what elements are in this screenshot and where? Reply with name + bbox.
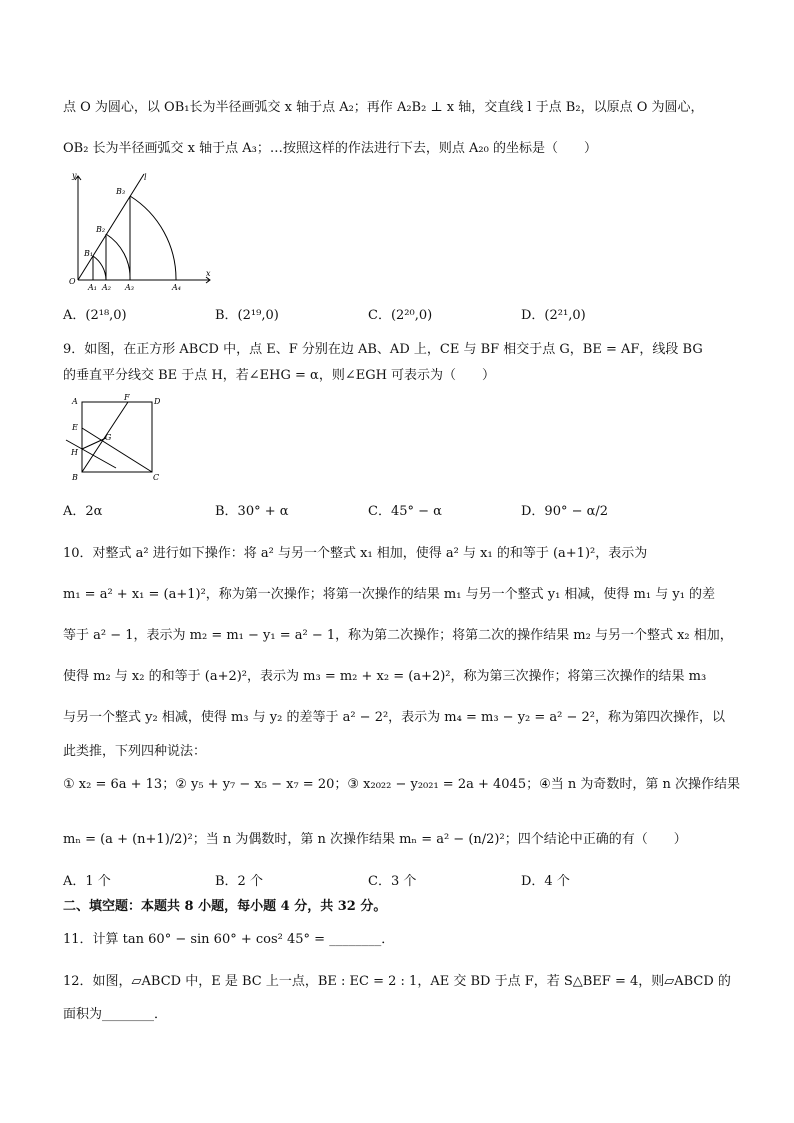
q9-option-a: A．2α <box>63 504 103 519</box>
label-A: A <box>72 397 78 406</box>
q9-text-line-1: 9．如图，在正方形 ABCD 中，点 E、F 分别在边 AB、AD 上，CE 与 BF 相交于点 G，BE = AF，线段 BG <box>63 342 703 357</box>
q9-options <box>63 500 763 524</box>
q9-option-c: C．45° − α <box>368 504 442 519</box>
label-B3: B₃ <box>116 187 126 196</box>
label-y: y <box>72 171 77 180</box>
q11-text: 11．计算 tan 60° − sin 60° + cos² 45° = ________． <box>63 932 395 947</box>
label-B1: B₁ <box>84 249 94 258</box>
label-x: x <box>206 269 211 278</box>
label-G: G <box>105 433 112 442</box>
label-O: O <box>69 277 76 286</box>
q8-text-line-1: 点 O 为圆心，以 OB₁长为半径画弧交 x 轴于点 A₂；再作 A₂B₂ ⊥ x 轴，交直线 l 于点 B₂，以原点 O 为圆心， <box>63 100 704 115</box>
label-A1: A₁ <box>88 283 97 290</box>
q9-option-d: D．90° − α/2 <box>521 504 609 519</box>
segment-CE <box>82 428 152 472</box>
label-E: E <box>72 423 78 432</box>
q8-text-line-2: OB₂ 长为半径画弧交 x 轴于点 A₃；…按照这样的作法进行下去，则点 A₂₀ 的坐标是（ ） <box>63 141 597 156</box>
q12-text-line-1: 12．如图，▱ABCD 中，E 是 BC 上一点，BE : EC = 2 : 1，AE 交 BD 于点 F，若 S△BEF = 4，则▱ABCD 的 <box>63 974 731 989</box>
label-H: H <box>71 448 78 457</box>
q10-text-line-4: 使得 m₂ 与 x₂ 的和等于 (a+2)²，表示为 m₃ = m₂ + x₂ = (a+2)²，称为第三次操作；将第三次操作的结果 m₃ <box>63 669 707 684</box>
q9-option-b: B．30° + α <box>215 504 289 519</box>
q9-text-line-2: 的垂直平分线交 BE 于点 H，若∠EHG = α，则∠EGH 可表示为（ ） <box>63 368 496 383</box>
q10-text-line-5: 与另一个整式 y₂ 相减，使得 m₃ 与 y₂ 的差等于 a² − 2²，表示为 m₄ = m₃ − y₂ = a² − 2²，称为第四次操作，以 <box>63 710 726 725</box>
arc-1 <box>93 256 106 280</box>
section-2-heading: 二、填空题：本题共 8 小题，每小题 4 分，共 32 分。 <box>63 899 387 914</box>
arc-3 <box>130 196 176 280</box>
q10-text-line-1: 10．对整式 a² 进行如下操作：将 a² 与另一个整式 x₁ 相加，使得 a² 与 x₁ 的和等于 (a+1)²，表示为 <box>63 546 648 561</box>
q10-option-b: B．2 个 <box>215 874 263 889</box>
q8-option-c: C．(2²⁰,0) <box>368 308 433 323</box>
q8-figure <box>60 168 220 290</box>
q12-text-line-2: 面积为________． <box>63 1007 168 1022</box>
arc-2 <box>106 234 130 280</box>
q8-option-b: B．(2¹⁹,0) <box>215 308 279 323</box>
q8-options <box>63 304 763 328</box>
q10-option-c: C．3 个 <box>368 874 417 889</box>
label-l: l <box>144 173 147 182</box>
label-A2: A₂ <box>102 283 111 290</box>
q10-text-line-8: mₙ = (a + (n+1)/2)²；当 n 为偶数时，第 n 次操作结果 mₙ = a² − (n/2)²；四个结论中正确的有（ ） <box>63 832 687 847</box>
q10-options <box>63 870 763 894</box>
q10-option-a: A．1 个 <box>63 874 111 889</box>
label-C: C <box>153 473 160 482</box>
label-B: B <box>72 473 78 482</box>
q8-option-a: A．(2¹⁸,0) <box>63 308 127 323</box>
line-l <box>78 174 144 280</box>
label-A4: A₄ <box>172 283 181 290</box>
q10-text-line-3: 等于 a² − 1，表示为 m₂ = m₁ − y₁ = a² − 1，称为第二次操作；将第二次的操作结果 m₂ 与另一个整式 x₂ 相加， <box>63 628 733 643</box>
q10-text-line-6: 此类推，下列四种说法： <box>63 744 207 759</box>
q9-figure <box>60 392 164 486</box>
q8-option-d: D．(2²¹,0) <box>521 308 586 323</box>
label-D: D <box>154 397 161 406</box>
label-B2: B₂ <box>96 225 106 234</box>
label-F: F <box>124 393 130 402</box>
q10-text-line-7: ① x₂ = 6a + 13；② y₅ + y₇ − x₅ − x₇ = 20；③ x₂₀₂₂ − y₂₀₂₁ = 2a + 4045；④当 n 为奇数时，第 n 次操作结果 <box>63 777 741 792</box>
q10-text-line-2: m₁ = a² + x₁ = (a+1)²，称为第一次操作；将第一次操作的结果 m₁ 与另一个整式 y₁ 相减，使得 m₁ 与 y₁ 的差 <box>63 587 716 602</box>
segment-HG <box>82 438 106 449</box>
square-ABCD <box>82 402 152 472</box>
label-A3: A₃ <box>125 283 134 290</box>
q10-option-d: D．4 个 <box>521 874 570 889</box>
